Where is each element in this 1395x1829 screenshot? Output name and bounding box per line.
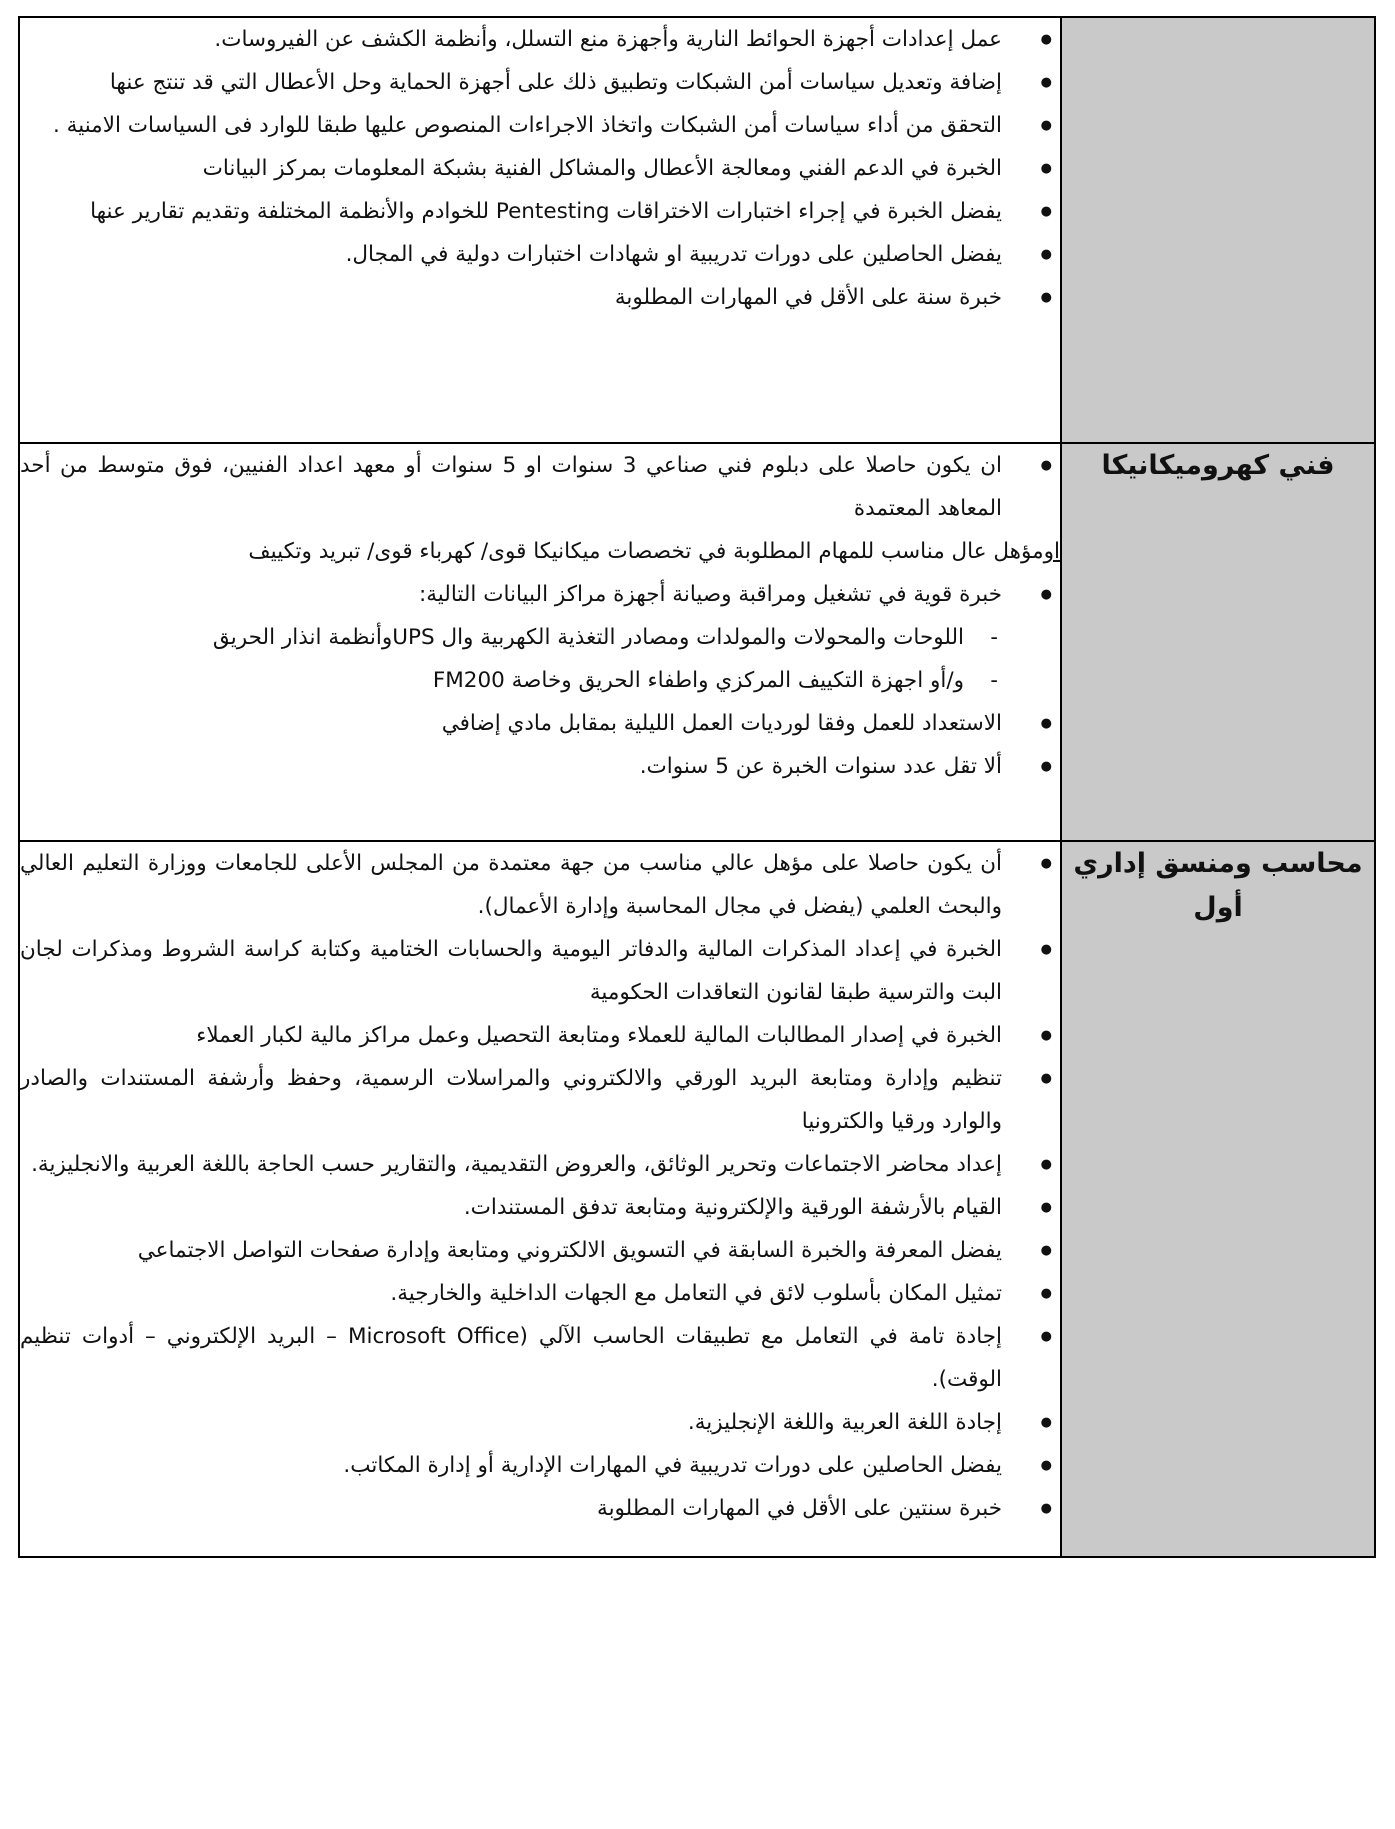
requirement-item: ● يفضل المعرفة والخبرة السابقة في التسويق الالكتروني ومتابعة وإدارة صفحات التواصل الاجتماعي xyxy=(20,1229,1060,1272)
requirement-item: ● الاستعداد للعمل وفقا لورديات العمل الليلية بمقابل مادي إضافي xyxy=(20,702,1060,745)
job-title: فني كهروميكانيكا xyxy=(1101,450,1335,481)
requirement-alt-text: مؤهل عال مناسب للمهام المطلوبة في تخصصات ميكانيكا قوى/ كهرباء قوى/ تبريد وتكييف xyxy=(248,539,1044,564)
requirement-item: ● التحقق من أداء سياسات أمن الشبكات واتخاذ الاجراءات المنصوص عليها طبقا للوارد فى السياسات الامنية . xyxy=(20,104,1060,147)
requirement-item: ● يفضل الحاصلين على دورات تدريبية في المهارات الإدارية أو إدارة المكاتب. xyxy=(20,1444,1060,1487)
requirement-item: ● خبرة سنتين على الأقل في المهارات المطلوبة xyxy=(20,1487,1060,1530)
requirement-item: ● خبرة قوية في تشغيل ومراقبة وصيانة أجهزة مراكز البيانات التالية: xyxy=(20,573,1060,616)
requirement-item: ● إضافة وتعديل سياسات أمن الشبكات وتطبيق ذلك على أجهزة الحماية وحل الأعطال التي قد تنتج عنها xyxy=(20,61,1060,104)
requirement-item: ● الخبرة في إعداد المذكرات المالية والدفاتر اليومية والحسابات الختامية وكتابة كراسة الشروط ومذكرات لجان البت والترسية طبقا لقانون التعاقدات الحكومية xyxy=(20,928,1060,1014)
job-title-cell xyxy=(1061,443,1375,841)
requirement-item: ● تمثيل المكان بأسلوب لائق في التعامل مع الجهات الداخلية والخارجية. xyxy=(20,1272,1060,1315)
requirement-item: ● إعداد محاضر الاجتماعات وتحرير الوثائق، والعروض التقديمية، والتقارير حسب الحاجة باللغة العربية والانجليزية. xyxy=(20,1143,1060,1186)
job-title-cell xyxy=(1061,841,1375,1557)
requirement-item: ● إجادة تامة في التعامل مع تطبيقات الحاسب الآلي (Microsoft Office – البريد الإلكتروني – أدوات تنظيم الوقت). xyxy=(20,1315,1060,1401)
requirements-list xyxy=(20,842,1060,1530)
requirement-item: ● ألا تقل عدد سنوات الخبرة عن 5 سنوات. xyxy=(20,745,1060,788)
requirements-list xyxy=(20,18,1060,319)
requirement-item: ● القيام بالأرشفة الورقية والإلكترونية ومتابعة تدفق المستندات. xyxy=(20,1186,1060,1229)
requirement-item: ● إجادة اللغة العربية واللغة الإنجليزية. xyxy=(20,1401,1060,1444)
requirement-subitem: - و/أو اجهزة التكييف المركزي واطفاء الحريق وخاصة FM200 xyxy=(20,659,1060,702)
requirement-alt-item xyxy=(20,530,1060,573)
requirement-item: ● الخبرة في إصدار المطالبات المالية للعملاء ومتابعة التحصيل وعمل مراكز مالية لكبار العملاء xyxy=(20,1014,1060,1057)
job-requirements-table xyxy=(18,16,1376,1558)
requirement-item: ● يفضل الحاصلين على دورات تدريبية او شهادات اختبارات دولية في المجال. xyxy=(20,233,1060,276)
requirements-cell xyxy=(19,841,1061,1557)
requirement-item: ● خبرة سنة على الأقل في المهارات المطلوبة xyxy=(20,276,1060,319)
job-title-cell xyxy=(1061,17,1375,443)
requirement-item: ● أن يكون حاصلا على مؤهل عالي مناسب من جهة معتمدة من المجلس الأعلى للجامعات ووزارة التعليم العالي والبحث العلمي (يفضل في مجال المحاسبة وإدارة الأعمال). xyxy=(20,842,1060,928)
requirement-item: ● ان يكون حاصلا على دبلوم فني صناعي 3 سنوات او 5 سنوات أو معهد اعداد الفنيين، فوق متوسط من أحد المعاهد المعتمدة xyxy=(20,444,1060,530)
requirement-item: ● يفضل الخبرة في إجراء اختبارات الاختراقات Pentesting للخوادم والأنظمة المختلفة وتقديم تقارير عنها xyxy=(20,190,1060,233)
or-prefix: او xyxy=(1043,539,1060,564)
requirements-cell xyxy=(19,443,1061,841)
job-row xyxy=(19,841,1375,1557)
requirement-item: ● عمل إعدادات أجهزة الحوائط النارية وأجهزة منع التسلل، وأنظمة الكشف عن الفيروسات. xyxy=(20,18,1060,61)
requirements-cell xyxy=(19,17,1061,443)
job-title: محاسب ومنسق إداري أول xyxy=(1073,848,1363,923)
job-row xyxy=(19,443,1375,841)
requirement-item: ● الخبرة في الدعم الفني ومعالجة الأعطال والمشاكل الفنية بشبكة المعلومات بمركز البيانات xyxy=(20,147,1060,190)
requirement-subitem: - اللوحات والمحولات والمولدات ومصادر التغذية الكهربية وال UPSوأنظمة انذار الحريق xyxy=(20,616,1060,659)
requirement-item: ● تنظيم وإدارة ومتابعة البريد الورقي والالكتروني والمراسلات الرسمية، وحفظ وأرشفة المستندات والصادر والوارد ورقيا والكترونيا xyxy=(20,1057,1060,1143)
requirements-list xyxy=(20,444,1060,788)
job-row xyxy=(19,17,1375,443)
